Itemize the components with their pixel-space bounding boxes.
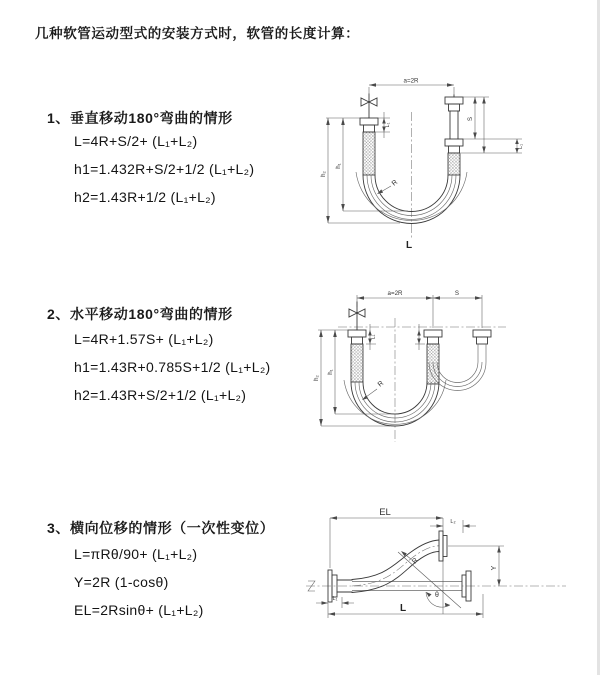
dimension-s-right [461,97,524,153]
dim-label-radius: R [411,556,420,566]
diagram-horizontal-180-bend [310,280,595,465]
section-1-formula-h1: h1=1.432R+S/2+1/2 (L₁+L₂) [74,161,255,177]
dim-label-theta: θ [435,592,439,599]
page-title: 几种软管运动型式的安装方式时，软管的长度计算： [35,26,360,41]
dim-label-l1: L₁ [370,334,377,340]
dim-label-a2r: a=2R [387,290,403,297]
dimension-l1-left [366,324,377,350]
right-pipe-displaced [473,330,491,362]
dimension-l2 [430,519,476,533]
dimension-el [330,507,443,568]
dim-label-s: S [454,290,460,297]
dim-label-l: L [399,603,407,614]
dim-label-length: L [405,240,413,251]
section-1-formula-h2: h2=1.43R+1/2 (L₁+L₂) [74,189,216,205]
dim-label-h-outer: h₂ [313,375,320,381]
right-pipe [445,95,463,175]
section-2-formula-h2: h2=1.43R+S/2+1/2 (L₁+L₂) [74,387,247,403]
dim-label-h-inner: h₁ [327,369,334,375]
middle-pipe [424,330,442,384]
left-pipe [348,330,366,382]
dimension-l1-middle [415,324,425,350]
left-pipe [360,118,378,175]
section-3-formula-y: Y=2R (1-cosθ) [74,574,169,590]
section-2-formula-l: L=4R+1.57S+ (L₁+L₂) [74,331,214,347]
upper-flange-displaced [439,518,447,614]
section-3-heading: 3、横向位移的情形（一次性变位） [47,520,275,536]
dim-label-radius: R [390,178,400,188]
dimension-l1 [316,596,354,608]
valve-icon [349,302,365,330]
section-3-formula-l: L=πRθ/90+ (L₁+L₂) [74,546,198,562]
dimension-y [448,546,504,586]
diagram-lateral-displacement [298,500,598,662]
dim-label-s: S [467,116,474,122]
section-2-heading: 2、水平移动180°弯曲的情形 [47,306,233,322]
radius-callout [362,380,385,400]
dim-label-y: Y [491,565,498,571]
s-curve-hose [352,540,439,593]
dim-label-l2: L₂ [450,519,456,525]
dimension-l [328,594,483,618]
u-bend-displaced [429,362,486,391]
section-1-heading: 1、垂直移动180°弯曲的情形 [47,110,233,126]
radius-callout [377,179,399,194]
dim-label-l1-left: L₁ [385,122,391,128]
dimension-a2r [369,78,454,96]
section-2-formula-h1: h1=1.43R+0.785S+1/2 (L₁+L₂) [74,359,271,375]
dim-label-h-outer: h₂ [320,171,327,177]
dim-label-l1-right: L₁ [518,144,524,149]
dim-label-h-inner: h₁ [335,163,342,169]
angle-construction [398,552,461,608]
section-1-formula-l: L=4R+S/2+ (L₁+L₂) [74,133,198,149]
section-3-formula-el: EL=2Rsinθ+ (L₁+L₂) [74,602,204,618]
dim-label-radius: R [376,379,386,389]
diagram-vertical-180-bend [312,72,592,262]
dim-label-a2r: a=2R [403,77,419,85]
valve-icon [361,94,377,118]
dim-label-l1: L₁ [332,596,338,602]
dimension-a2r-s [357,290,482,328]
dim-label-el: EL [379,507,391,518]
